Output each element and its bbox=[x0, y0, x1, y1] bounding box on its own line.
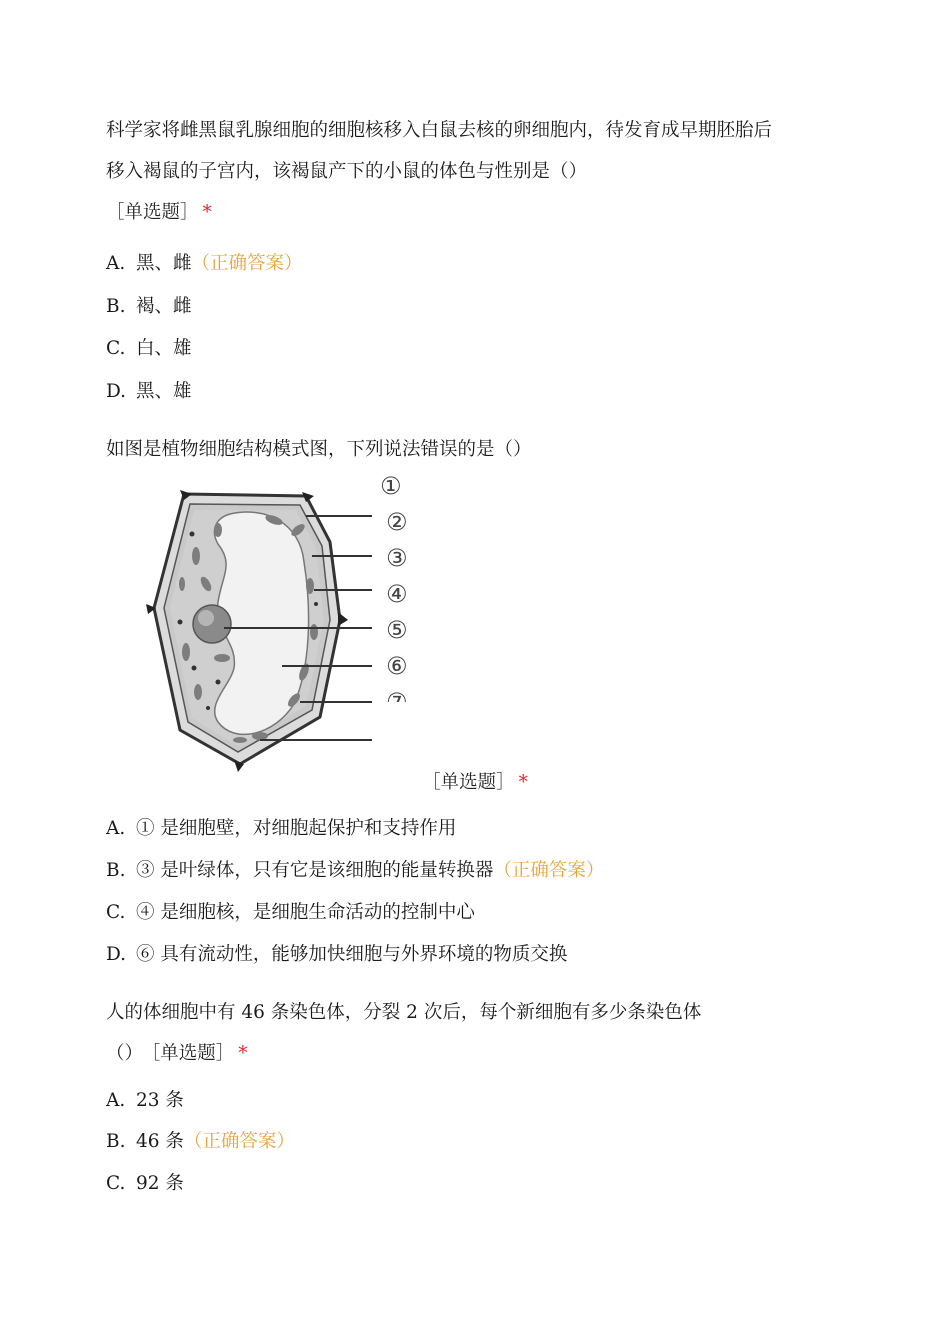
correct-answer-label: （正确答案） bbox=[191, 253, 303, 274]
option-letter: C. bbox=[106, 1173, 126, 1194]
option-text: 92 条 bbox=[136, 1173, 184, 1194]
option-text: 白、雄 bbox=[136, 338, 192, 359]
option-text: 褐、雌 bbox=[136, 296, 192, 317]
option-letter: C. bbox=[106, 338, 126, 359]
correct-answer-label: （正确答案） bbox=[493, 860, 605, 881]
figure-label-3: ③ bbox=[386, 544, 408, 572]
option-text: ④ 是细胞核，是细胞生命活动的控制中心 bbox=[136, 902, 475, 923]
option-a[interactable] bbox=[106, 1088, 184, 1114]
question-1-stem-line-2: 移入褐鼠的子宫内，该褐鼠产下的小鼠的体色与性别是（） bbox=[106, 161, 588, 182]
option-letter: D. bbox=[106, 381, 127, 402]
question-1-type bbox=[106, 200, 212, 226]
option-b[interactable] bbox=[106, 858, 604, 884]
question-3-stem-tail bbox=[106, 1041, 248, 1067]
option-b[interactable] bbox=[106, 294, 192, 320]
option-letter: B. bbox=[106, 296, 126, 317]
option-c[interactable] bbox=[106, 1171, 184, 1197]
option-letter: C. bbox=[106, 902, 126, 923]
option-a[interactable] bbox=[106, 816, 456, 842]
question-2-stem: 如图是植物细胞结构模式图，下列说法错误的是（） bbox=[106, 439, 532, 460]
option-c[interactable] bbox=[106, 900, 475, 926]
option-text: 黑、雌 bbox=[136, 253, 192, 274]
option-letter: A. bbox=[106, 253, 126, 274]
option-c[interactable] bbox=[106, 336, 192, 362]
option-text: ③ 是叶绿体，只有它是该细胞的能量转换器 bbox=[136, 860, 494, 881]
option-b[interactable] bbox=[106, 1129, 295, 1155]
option-d[interactable] bbox=[106, 942, 567, 968]
figure-label-2: ② bbox=[386, 508, 408, 536]
nucleolus bbox=[198, 610, 214, 626]
figure-label-4: ④ bbox=[386, 580, 408, 608]
option-letter: B. bbox=[106, 1131, 126, 1152]
required-mark: * bbox=[238, 1043, 248, 1064]
option-letter: A. bbox=[106, 1090, 126, 1111]
question-type-label: ［单选题］ bbox=[106, 202, 199, 223]
plant-cell-diagram bbox=[134, 472, 424, 772]
option-letter: D. bbox=[106, 944, 127, 965]
figure-label-6: ⑥ bbox=[386, 652, 408, 680]
option-letter: A. bbox=[106, 818, 126, 839]
question-2-type bbox=[0, 770, 950, 796]
figure-label-7: ⑦ bbox=[386, 688, 408, 716]
option-a[interactable] bbox=[106, 251, 303, 277]
option-d[interactable] bbox=[106, 379, 192, 405]
option-text: 黑、雄 bbox=[136, 381, 192, 402]
question-type-label: ［单选题］ bbox=[151, 1043, 235, 1064]
figure-label-5: ⑤ bbox=[386, 616, 408, 644]
option-text: 23 条 bbox=[136, 1090, 184, 1111]
question-type-label: ［单选题］ bbox=[422, 772, 515, 793]
figure-labels bbox=[380, 472, 408, 680]
required-mark: * bbox=[518, 772, 528, 793]
answer-blank: （） bbox=[106, 1043, 144, 1064]
option-letter: B. bbox=[106, 860, 126, 881]
question-1-stem-line-1: 科学家将雌黑鼠乳腺细胞的细胞核移入白鼠去核的卵细胞内，待发育成早期胚胎后 bbox=[106, 120, 773, 141]
nucleus bbox=[193, 605, 231, 643]
question-3-stem: 人的体细胞中有 46 条染色体，分裂 2 次后，每个新细胞有多少条染色体 bbox=[106, 1002, 702, 1023]
figure-label-1: ① bbox=[380, 472, 402, 500]
correct-answer-label: （正确答案） bbox=[183, 1131, 295, 1152]
required-mark: * bbox=[202, 202, 212, 223]
option-text: 46 条 bbox=[136, 1131, 184, 1152]
option-text: ① 是细胞壁，对细胞起保护和支持作用 bbox=[136, 818, 457, 839]
option-text: ⑥ 具有流动性，能够加快细胞与外界环境的物质交换 bbox=[136, 944, 568, 965]
